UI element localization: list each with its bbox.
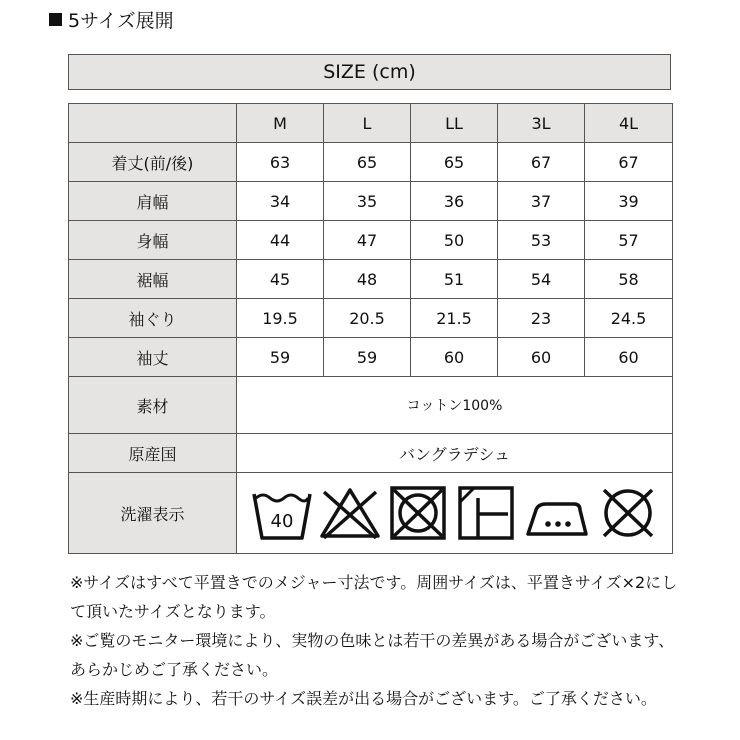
- value-cell: 67: [585, 143, 673, 182]
- table-row: [69, 221, 673, 260]
- value-cell: 59: [324, 338, 411, 377]
- size-header: M: [237, 104, 324, 143]
- origin-value: バングラデシュ: [237, 434, 673, 473]
- value-cell: 65: [324, 143, 411, 182]
- size-header: L: [324, 104, 411, 143]
- value-cell: 47: [324, 221, 411, 260]
- size-header: LL: [411, 104, 498, 143]
- value-cell: 63: [237, 143, 324, 182]
- value-cell: 36: [411, 182, 498, 221]
- section-heading: [49, 4, 174, 34]
- size-table-title: SIZE (cm): [68, 54, 671, 90]
- value-cell: 48: [324, 260, 411, 299]
- note-line: ※ご覧のモニター環境により、実物の色味とは若干の差異がある場合がございます、あらかじめご了承ください。: [70, 631, 675, 679]
- value-cell: 67: [498, 143, 585, 182]
- origin-label: 原産国: [69, 434, 237, 473]
- value-cell: 20.5: [324, 299, 411, 338]
- wash-tub-40-icon: [250, 484, 314, 542]
- value-cell: 19.5: [237, 299, 324, 338]
- notes: [70, 568, 690, 713]
- value-cell: 50: [411, 221, 498, 260]
- value-cell: 54: [498, 260, 585, 299]
- size-header: 4L: [585, 104, 673, 143]
- size-header-row: [69, 104, 673, 143]
- no-tumble-dry-icon: [386, 484, 450, 542]
- origin-row: [69, 434, 673, 473]
- value-cell: 44: [237, 221, 324, 260]
- value-cell: 34: [237, 182, 324, 221]
- no-bleach-icon: [318, 484, 382, 542]
- value-cell: 60: [585, 338, 673, 377]
- row-label: 身幅: [69, 221, 237, 260]
- value-cell: 37: [498, 182, 585, 221]
- material-row: [69, 377, 673, 434]
- note-line: ※生産時期により、若干のサイズ誤差が出る場合がございます。ご了承ください。: [70, 689, 657, 708]
- value-cell: 23: [498, 299, 585, 338]
- value-cell: 60: [411, 338, 498, 377]
- no-dry-clean-icon: [596, 484, 660, 542]
- material-value: コットン100%: [237, 377, 673, 434]
- value-cell: 35: [324, 182, 411, 221]
- table-row: [69, 338, 673, 377]
- iron-low-temp-icon: [522, 484, 592, 542]
- row-label: 袖丈: [69, 338, 237, 377]
- table-row: [69, 143, 673, 182]
- value-cell: 39: [585, 182, 673, 221]
- care-row: [69, 473, 673, 554]
- note-line: ※サイズはすべて平置きでのメジャー寸法です。周囲サイズは、平置きサイズ×2にして頂いたサイズとなります。: [70, 573, 678, 621]
- row-label: 着丈(前/後): [69, 143, 237, 182]
- value-cell: 21.5: [411, 299, 498, 338]
- care-symbols: [237, 473, 673, 554]
- corner-cell: [69, 104, 237, 143]
- value-cell: 51: [411, 260, 498, 299]
- value-cell: 57: [585, 221, 673, 260]
- value-cell: 24.5: [585, 299, 673, 338]
- line-dry-in-shade-icon: [454, 484, 518, 542]
- table-row: [69, 260, 673, 299]
- size-header: 3L: [498, 104, 585, 143]
- size-table: [68, 103, 673, 554]
- value-cell: 65: [411, 143, 498, 182]
- svg-text:40: 40: [270, 511, 293, 532]
- material-label: 素材: [69, 377, 237, 434]
- heading-text: 5サイズ展開: [68, 9, 174, 32]
- value-cell: 53: [498, 221, 585, 260]
- value-cell: 59: [237, 338, 324, 377]
- row-label: 肩幅: [69, 182, 237, 221]
- value-cell: 58: [585, 260, 673, 299]
- table-row: [69, 299, 673, 338]
- value-cell: 60: [498, 338, 585, 377]
- row-label: 袖ぐり: [69, 299, 237, 338]
- value-cell: 45: [237, 260, 324, 299]
- row-label: 裾幅: [69, 260, 237, 299]
- table-row: [69, 182, 673, 221]
- care-label: 洗濯表示: [69, 473, 237, 554]
- square-bullet-icon: [49, 13, 62, 26]
